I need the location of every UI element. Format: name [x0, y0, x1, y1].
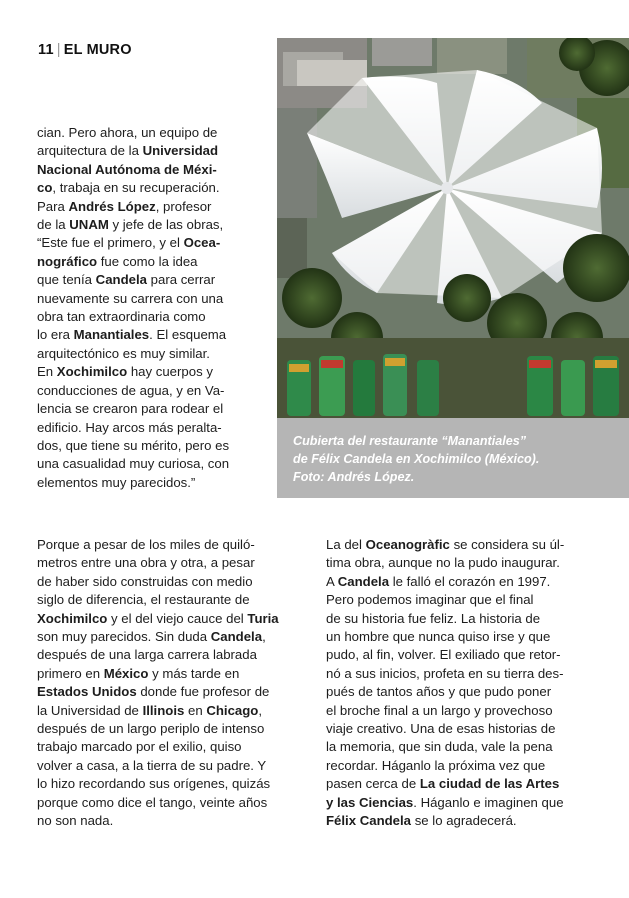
text-run: de la: [37, 217, 70, 233]
text-run: “Este fue el primero, y el: [37, 235, 184, 251]
text-run: conducciones de agua, y en Va-: [37, 382, 225, 398]
text-run: , profesor: [155, 198, 212, 214]
text-run: siglo de diferencia, el restaurante de: [37, 592, 250, 608]
text-run: elementos muy parecidos.”: [37, 474, 196, 490]
text-run: y el del viejo cauce del: [107, 610, 248, 626]
text-run: la memoria, que sin duda, vale la pena: [326, 739, 553, 755]
text-run: cian. Pero ahora, un equipo de: [37, 125, 218, 140]
text-line: [37, 363, 269, 381]
text-line: [37, 437, 269, 455]
text-run: pués de tantos años y que pudo poner: [326, 684, 552, 700]
bold-run: México: [103, 665, 149, 681]
text-line: [37, 702, 301, 720]
text-run: un hombre que nunca quiso irse y que: [326, 629, 551, 645]
bold-run: Xochimilco: [56, 364, 128, 380]
text-line: [37, 234, 269, 252]
text-line: [37, 198, 269, 216]
text-line: [326, 720, 590, 738]
bold-run: Candela: [337, 573, 390, 589]
text-line: [326, 536, 590, 554]
text-run: La del: [326, 537, 366, 552]
bold-run: Illinois: [142, 702, 185, 718]
bold-run: Manantiales: [73, 327, 150, 343]
text-run: son muy parecidos. Sin duda: [37, 629, 211, 645]
text-line: [37, 720, 301, 738]
text-run: volver a casa, a la tierra de su padre. Y: [37, 757, 267, 773]
bold-run: Félix Candela: [326, 813, 412, 829]
text-run: Porque a pesar de los miles de quiló-: [37, 537, 255, 552]
caption-line: Cubierta del restaurante “Manantiales”: [293, 434, 527, 448]
text-line: [37, 124, 269, 142]
bold-run: Candela: [95, 272, 147, 288]
text-run: una casualidad muy curiosa, con: [37, 456, 230, 472]
text-run: edificio. Hay arcos más peralta-: [37, 419, 222, 435]
text-line: [326, 610, 590, 628]
text-run: . Háganlo e imaginen que: [413, 794, 564, 810]
text-run: Pero podemos imaginar que el final: [326, 592, 534, 608]
text-run: hay cuerpos y: [127, 364, 213, 380]
text-line: [37, 326, 269, 344]
text-run: pasen cerca de: [326, 776, 420, 792]
text-run: , trabaja en su recuperación.: [52, 180, 220, 196]
column-left-top: [37, 124, 269, 492]
text-line: [326, 738, 590, 756]
text-run: porque como dice el tango, veinte años: [37, 794, 268, 810]
header-separator: |: [56, 42, 61, 58]
text-line: [37, 591, 301, 609]
aerial-photo-illustration: [277, 38, 629, 418]
text-line: [37, 308, 269, 326]
text-run: después de una larga carrera labrada: [37, 647, 257, 663]
text-run: lencia se crearon para rodear el: [37, 401, 224, 417]
page-header: [38, 42, 132, 58]
text-line: [37, 665, 301, 683]
column-left-bottom: [37, 536, 301, 831]
text-line: [37, 345, 269, 363]
text-line: [37, 142, 269, 160]
text-line: [37, 683, 301, 701]
text-line: [326, 812, 590, 830]
text-line: [37, 738, 301, 756]
text-line: [37, 455, 269, 473]
text-run: se lo agradecerá.: [411, 813, 517, 829]
text-run: de su historia fue feliz. La historia de: [326, 610, 541, 626]
text-line: [326, 646, 590, 664]
text-run: se considera su úl-: [449, 537, 565, 552]
bold-run: Chicago: [206, 702, 259, 718]
text-line: [37, 628, 301, 646]
text-line: [37, 474, 269, 492]
text-run: la Universidad de: [37, 702, 143, 718]
text-line: [37, 161, 269, 179]
text-run: lo era: [37, 327, 74, 343]
text-line: [37, 216, 269, 234]
text-run: ,: [258, 702, 263, 718]
section-title: EL MURO: [63, 42, 132, 58]
text-line: [326, 591, 590, 609]
text-line: [326, 573, 590, 591]
text-run: pudo, al fin, volver. El exiliado que retor-: [326, 647, 561, 663]
text-run: en: [184, 702, 207, 718]
text-line: [37, 253, 269, 271]
bold-run: Nacional Autónoma de Méxi-: [37, 161, 217, 177]
text-run: A: [326, 573, 338, 589]
text-run: donde fue profesor de: [136, 684, 270, 700]
bold-run: nográfico: [37, 253, 98, 269]
text-line: [37, 400, 269, 418]
text-run: metros entre una obra y otra, a pesar: [37, 555, 255, 571]
text-line: [326, 628, 590, 646]
bold-run: Candela: [210, 629, 263, 645]
bold-run: UNAM: [69, 217, 109, 233]
caption-line: de Félix Candela en Xochimilco (México).: [293, 452, 540, 466]
text-run: . El esquema: [149, 327, 227, 343]
column-right-bottom: [326, 536, 590, 831]
text-run: de haber sido construidas con medio: [37, 573, 253, 589]
text-line: [326, 775, 590, 793]
text-run: ,: [262, 629, 266, 645]
text-run: arquitectónico es muy similar.: [37, 345, 210, 361]
text-run: nuevamente su carrera con una: [37, 290, 224, 306]
text-run: tima obra, aunque no la pudo inaugurar.: [326, 555, 560, 571]
text-run: y más tarde en: [148, 665, 240, 681]
text-line: [37, 646, 301, 664]
bold-run: Xochimilco: [37, 610, 108, 626]
text-run: que tenía: [37, 272, 96, 288]
text-run: obra tan extraordinaria como: [37, 309, 206, 325]
text-line: [37, 573, 301, 591]
text-line: [37, 757, 301, 775]
text-line: [326, 702, 590, 720]
bold-run: La ciudad de las Artes: [419, 776, 560, 792]
text-line: [326, 683, 590, 701]
bold-run: Estados Unidos: [37, 684, 137, 700]
text-line: [37, 382, 269, 400]
text-run: primero en: [37, 665, 104, 681]
bold-run: y las Ciencias: [326, 794, 414, 810]
bold-run: Universidad: [142, 143, 219, 159]
text-run: trabajo marcado por el exilio, quiso: [37, 739, 242, 755]
text-run: el broche final a un largo y provechoso: [326, 702, 553, 718]
text-run: En: [37, 364, 57, 380]
text-run: para cerrar: [146, 272, 216, 288]
text-run: dos, que tiene su mérito, pero es: [37, 437, 230, 453]
text-line: [326, 794, 590, 812]
text-run: le falló el corazón en 1997.: [389, 573, 551, 589]
text-run: Para: [37, 198, 69, 214]
bold-run: co: [37, 180, 53, 196]
bold-run: Ocea-: [183, 235, 221, 251]
text-line: [37, 610, 301, 628]
text-run: fue como la idea: [97, 253, 198, 269]
text-run: después de un largo periplo de intenso: [37, 721, 265, 737]
text-run: y jefe de las obras,: [108, 217, 224, 233]
text-run: nó a sus inicios, profeta en su tierra des-: [326, 665, 564, 681]
page-number: 11: [38, 42, 54, 58]
figure-box: [277, 38, 629, 498]
photo-caption: [293, 432, 613, 486]
text-line: [326, 757, 590, 775]
text-line: [326, 665, 590, 683]
text-line: [37, 419, 269, 437]
text-line: [37, 794, 301, 812]
text-line: [37, 271, 269, 289]
restaurant-photo: [277, 38, 629, 418]
text-line: [37, 554, 301, 572]
text-line: [326, 554, 590, 572]
text-line: [37, 812, 301, 830]
bold-run: Andrés López: [68, 198, 156, 214]
text-run: viaje creativo. Una de esas historias de: [326, 721, 556, 737]
text-line: [37, 290, 269, 308]
bold-run: Oceanogràfic: [365, 537, 450, 552]
caption-line: Foto: Andrés López.: [293, 470, 415, 484]
bold-run: Turia: [247, 610, 279, 626]
text-line: [37, 179, 269, 197]
text-run: arquitectura de la: [37, 143, 143, 159]
text-run: lo hizo recordando sus orígenes, quizás: [37, 776, 271, 792]
text-line: [37, 536, 301, 554]
text-line: [37, 775, 301, 793]
text-run: recordar. Háganlo la próxima vez que: [326, 757, 546, 773]
text-run: no son nada.: [37, 813, 114, 829]
